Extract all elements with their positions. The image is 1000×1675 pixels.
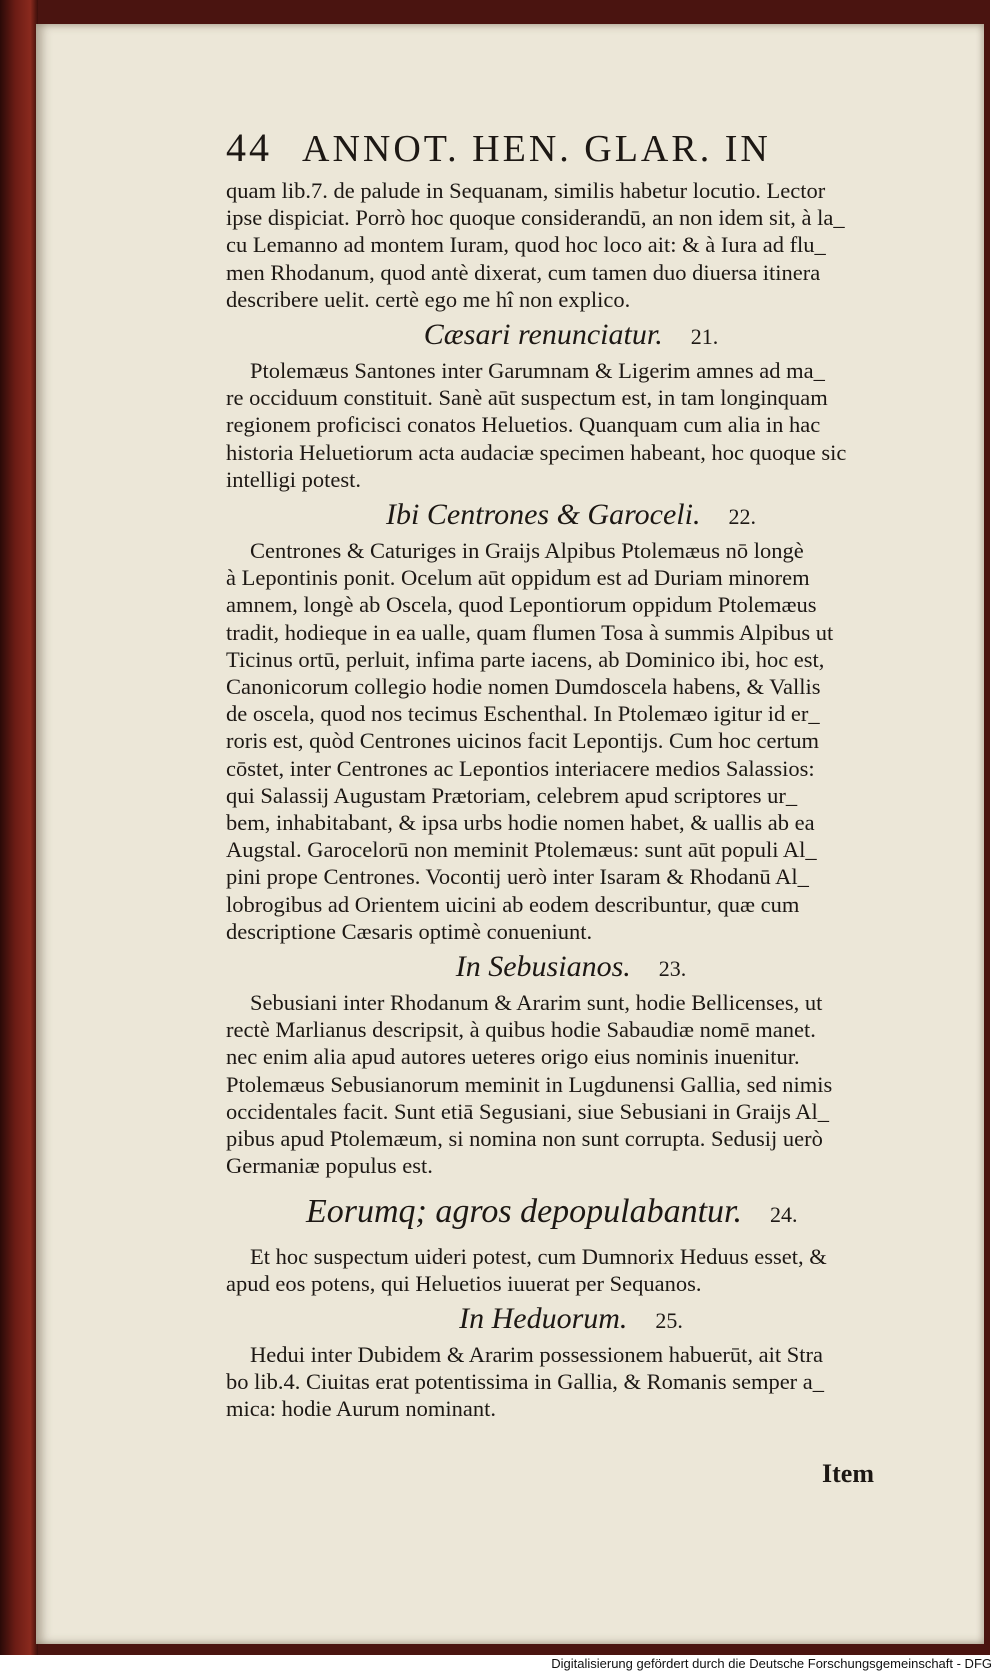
text-line: bo lib.4. Ciuitas erat potentissima in Gallia, & Romanis semper a_ bbox=[226, 1369, 825, 1395]
text-line: occidentales facit. Sunt etiā Segusiani, siue Sebusiani in Graijs Al_ bbox=[226, 1098, 830, 1124]
text-line: à Lepontinis ponit. Ocelum aūt oppidum est ad Duriam minorem bbox=[226, 565, 810, 591]
text-line: amnem, longè ab Oscela, quod Lepontiorum oppidum Ptolemæus bbox=[226, 592, 817, 618]
heading-number: 22. bbox=[728, 504, 756, 530]
text-line: Ptolemæus Sebusianorum meminit in Lugdunensi Gallia, sed nimis bbox=[226, 1071, 833, 1097]
heading-text: Cæsari renunciatur. bbox=[423, 318, 663, 352]
text-line: Augstal. Garocelorū non meminit Ptolemæus: sunt aūt populi Al_ bbox=[226, 837, 817, 863]
section bbox=[226, 949, 916, 1179]
text-line: re occiduum constituit. Sanè aūt suspectum est, in tam longinquam bbox=[226, 385, 828, 411]
digitization-footer: Digitalisierung gefördert durch die Deutsche Forschungsgemeinschaft - DFG bbox=[551, 1656, 992, 1671]
text-line: bem, inhabitabant, & ipsa urbs hodie nomen habet, & uallis ab ea bbox=[226, 810, 815, 836]
heading-number: 21. bbox=[690, 324, 719, 350]
text-line: descriptione Cæsaris optimè conueniunt. bbox=[226, 918, 593, 944]
text-line: Hedui inter Dubidem & Ararim possessionem habuerūt, ait Stra bbox=[250, 1341, 824, 1367]
text-line: Canonicorum collegio hodie nomen Dumdoscela habens, & Vallis bbox=[226, 674, 821, 700]
text-line: nec enim alia apud autores ueteres origo eius nominis inuenitur. bbox=[226, 1044, 800, 1070]
heading-number: 23. bbox=[658, 956, 687, 982]
heading-number: 25. bbox=[655, 1307, 683, 1333]
text-line: describere uelit. certè ego me hî non explico. bbox=[226, 286, 631, 312]
heading-text: In Heduorum. bbox=[459, 1301, 628, 1335]
text-line: Ticinus ortū, perluit, infima parte iacens, ab Dominico ibi, hoc est, bbox=[226, 646, 825, 672]
text-line: regionem proficisci conatos Heluetios. Quanquam cum alia in hac bbox=[226, 412, 821, 438]
text-line: pibus apud Ptolemæum, si nomina non sunt corrupta. Sedusij uerò bbox=[226, 1126, 823, 1152]
text-block bbox=[226, 124, 916, 1423]
text-line: pini prope Centrones. Vocontij uerò inter Isaram & Rhodanū Al_ bbox=[226, 864, 809, 890]
catchword: Item bbox=[822, 1459, 874, 1488]
text-line: qui Salassij Augustam Prætoriam, celebrem apud scriptores ur_ bbox=[226, 782, 798, 808]
section-heading bbox=[226, 497, 916, 535]
body-text bbox=[226, 177, 916, 1423]
text-line: roris est, quòd Centrones uicinos facit Lepontijs. Cum hoc certum bbox=[226, 728, 820, 754]
text-line: ipse dispiciat. Porrò hoc quoque considerandū, an non idem sit, à la_ bbox=[226, 205, 845, 231]
text-line: historia Heluetiorum acta audaciæ specimen habeant, hoc quoque sic bbox=[226, 439, 847, 465]
section-heading bbox=[226, 949, 916, 987]
text-line: mica: hodie Aurum nominant. bbox=[226, 1396, 496, 1422]
running-head bbox=[226, 124, 916, 171]
section bbox=[226, 1190, 916, 1297]
book-page bbox=[36, 24, 984, 1644]
folio-number: 44 bbox=[226, 125, 272, 170]
text-line: Germaniæ populus est. bbox=[226, 1153, 433, 1179]
text-line: cu Lemanno ad montem Iuram, quod hoc loco ait: & à Iura ad flu_ bbox=[226, 232, 826, 258]
text-line: de oscela, quod nos tecimus Eschenthal. In Ptolemæo igitur id er_ bbox=[226, 701, 820, 727]
text-line: lobrogibus ad Orientem uicini ab eodem describuntur, quæ cum bbox=[226, 891, 800, 917]
heading-number: 24. bbox=[770, 1201, 798, 1227]
text-line: Centrones & Caturiges in Graijs Alpibus Ptolemæus nō longè bbox=[250, 538, 804, 564]
section bbox=[226, 317, 916, 493]
running-title: ANNOT. HEN. GLAR. IN bbox=[302, 128, 771, 170]
section bbox=[226, 1301, 916, 1423]
section-heading bbox=[226, 1190, 916, 1237]
heading-text: In Sebusianos. bbox=[455, 950, 631, 984]
text-line: cōstet, inter Centrones ac Lepontios interiacere medios Salassios: bbox=[226, 755, 815, 781]
section-heading bbox=[226, 1301, 916, 1339]
text-line: tradit, hodieque in ea ualle, quam flumen Tosa à summis Alpibus ut bbox=[226, 619, 834, 645]
cover-edge bbox=[0, 0, 38, 1655]
section bbox=[226, 177, 916, 313]
text-line: intelligi potest. bbox=[226, 466, 361, 492]
text-line: quam lib.7. de palude in Sequanam, similis habetur locutio. Lector bbox=[226, 178, 826, 203]
text-line: Ptolemæus Santones inter Garumnam & Ligerim amnes ad ma_ bbox=[250, 358, 825, 384]
text-line: Et hoc suspectum uideri potest, cum Dumnorix Heduus esset, & bbox=[250, 1243, 827, 1269]
text-line: rectè Marlianus descripsit, à quibus hodie Sabaudiæ nomē manet. bbox=[226, 1017, 816, 1043]
text-line: apud eos potens, qui Heluetios iuuerat per Sequanos. bbox=[226, 1270, 702, 1296]
section-heading bbox=[226, 317, 916, 355]
heading-text: Ibi Centrones & Garoceli. bbox=[386, 498, 701, 532]
section bbox=[226, 497, 916, 945]
text-line: men Rhodanum, quod antè dixerat, cum tamen duo diuersa itinera bbox=[226, 259, 821, 285]
text-line: Sebusiani inter Rhodanum & Ararim sunt, hodie Bellicenses, ut bbox=[250, 990, 823, 1016]
heading-text: Eorumq; agros depopulabantur. bbox=[306, 1192, 743, 1230]
